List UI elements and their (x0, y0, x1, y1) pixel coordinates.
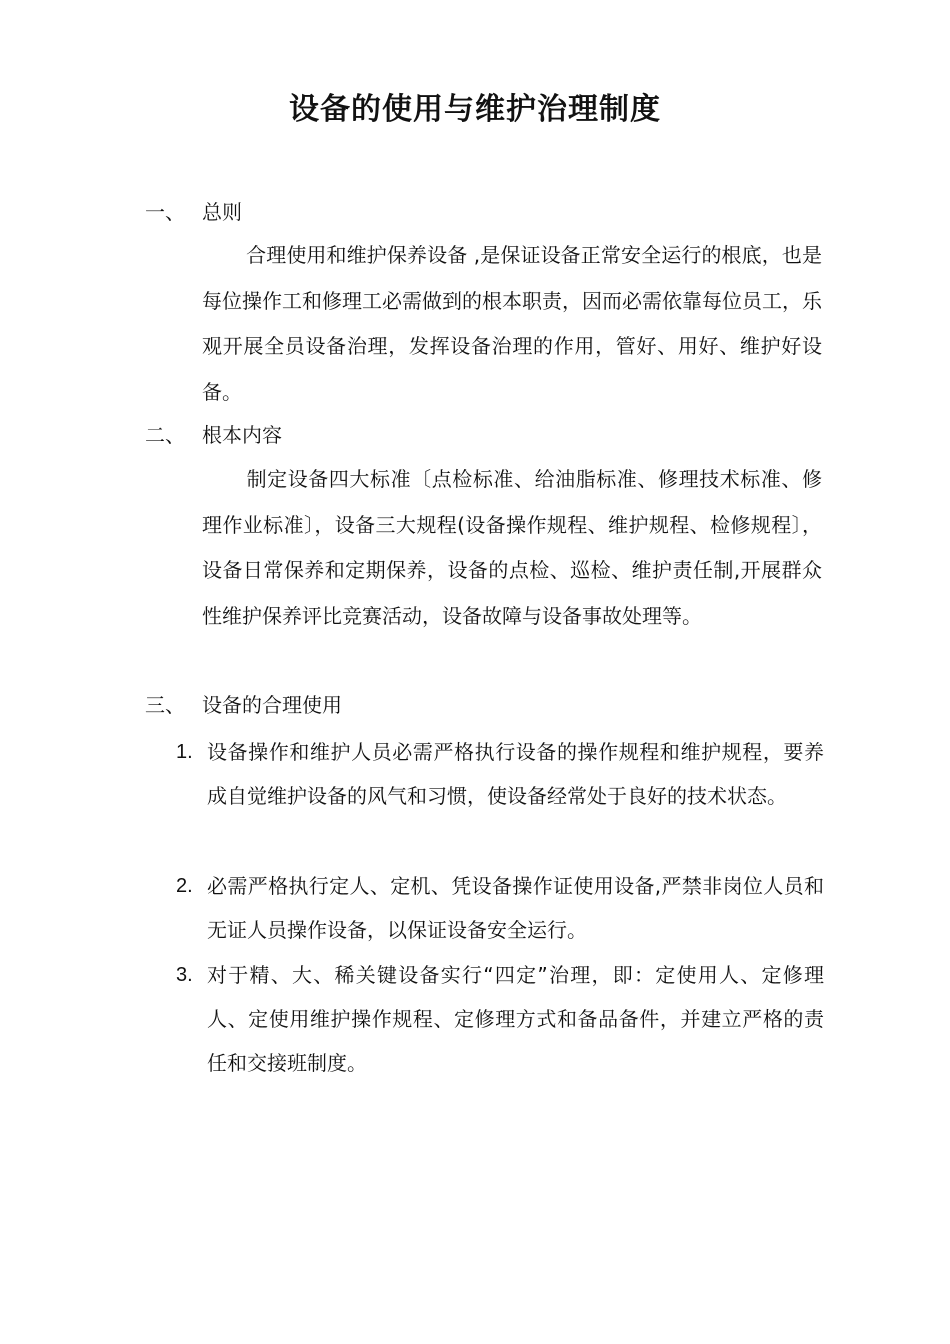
document-title: 设备的使用与维护治理制度 (289, 92, 661, 127)
section-heading-1 (145, 197, 242, 227)
section-heading-2 (145, 420, 282, 450)
section-number: 一、 (145, 200, 185, 224)
section-title: 设备的合理使用 (202, 693, 342, 717)
paragraph-text: 制定设备四大标准〔点检标准、给油脂标准、修理技术标准、修理作业标准〕，设备三大规程(设备操作规程、维护规程、检修规程〕，设备日常保养和定期保养，设备的点检、巡检、维护责任制,开展群众性维护保养评比竞赛活动，设备故障与设备事故处理等。 (202, 467, 822, 628)
list-item-text: 对于精、大、稀关键设备实行“四定”治理，即：定使用人、定修理人、定使用维护操作规程、定修理方式和备品备件，并建立严格的责任和交接班制度。 (207, 963, 824, 1075)
section-title: 总则 (202, 200, 242, 224)
list-item-text: 必需严格执行定人、定机、凭设备操作证使用设备,严禁非岗位人员和无证人员操作设备，以保证设备安全运行。 (207, 874, 824, 942)
list-item-number: 3. (176, 964, 193, 986)
paragraph-text: 合理使用和维护保养设备 ,是保证设备正常安全运行的根底，也是每位操作工和修理工必需做到的根本职责，因而必需依靠每位员工，乐观开展全员设备治理，发挥设备治理的作用，管好、用好、维护好设备。 (202, 243, 822, 404)
section-number: 二、 (145, 423, 185, 447)
list-item (176, 953, 824, 1085)
section-paragraph-1 (202, 233, 822, 415)
list-item-number: 2. (176, 875, 193, 897)
section-number: 三、 (145, 693, 185, 717)
list-item (176, 864, 824, 952)
section-paragraph-2 (202, 457, 822, 639)
list-item-text: 设备操作和维护人员必需严格执行设备的操作规程和维护规程，要养成自觉维护设备的风气和习惯，使设备经常处于良好的技术状态。 (207, 740, 824, 808)
list-item-number: 1. (176, 741, 193, 763)
section-heading-3 (145, 690, 342, 720)
list-item (176, 730, 824, 818)
section-title: 根本内容 (202, 423, 282, 447)
